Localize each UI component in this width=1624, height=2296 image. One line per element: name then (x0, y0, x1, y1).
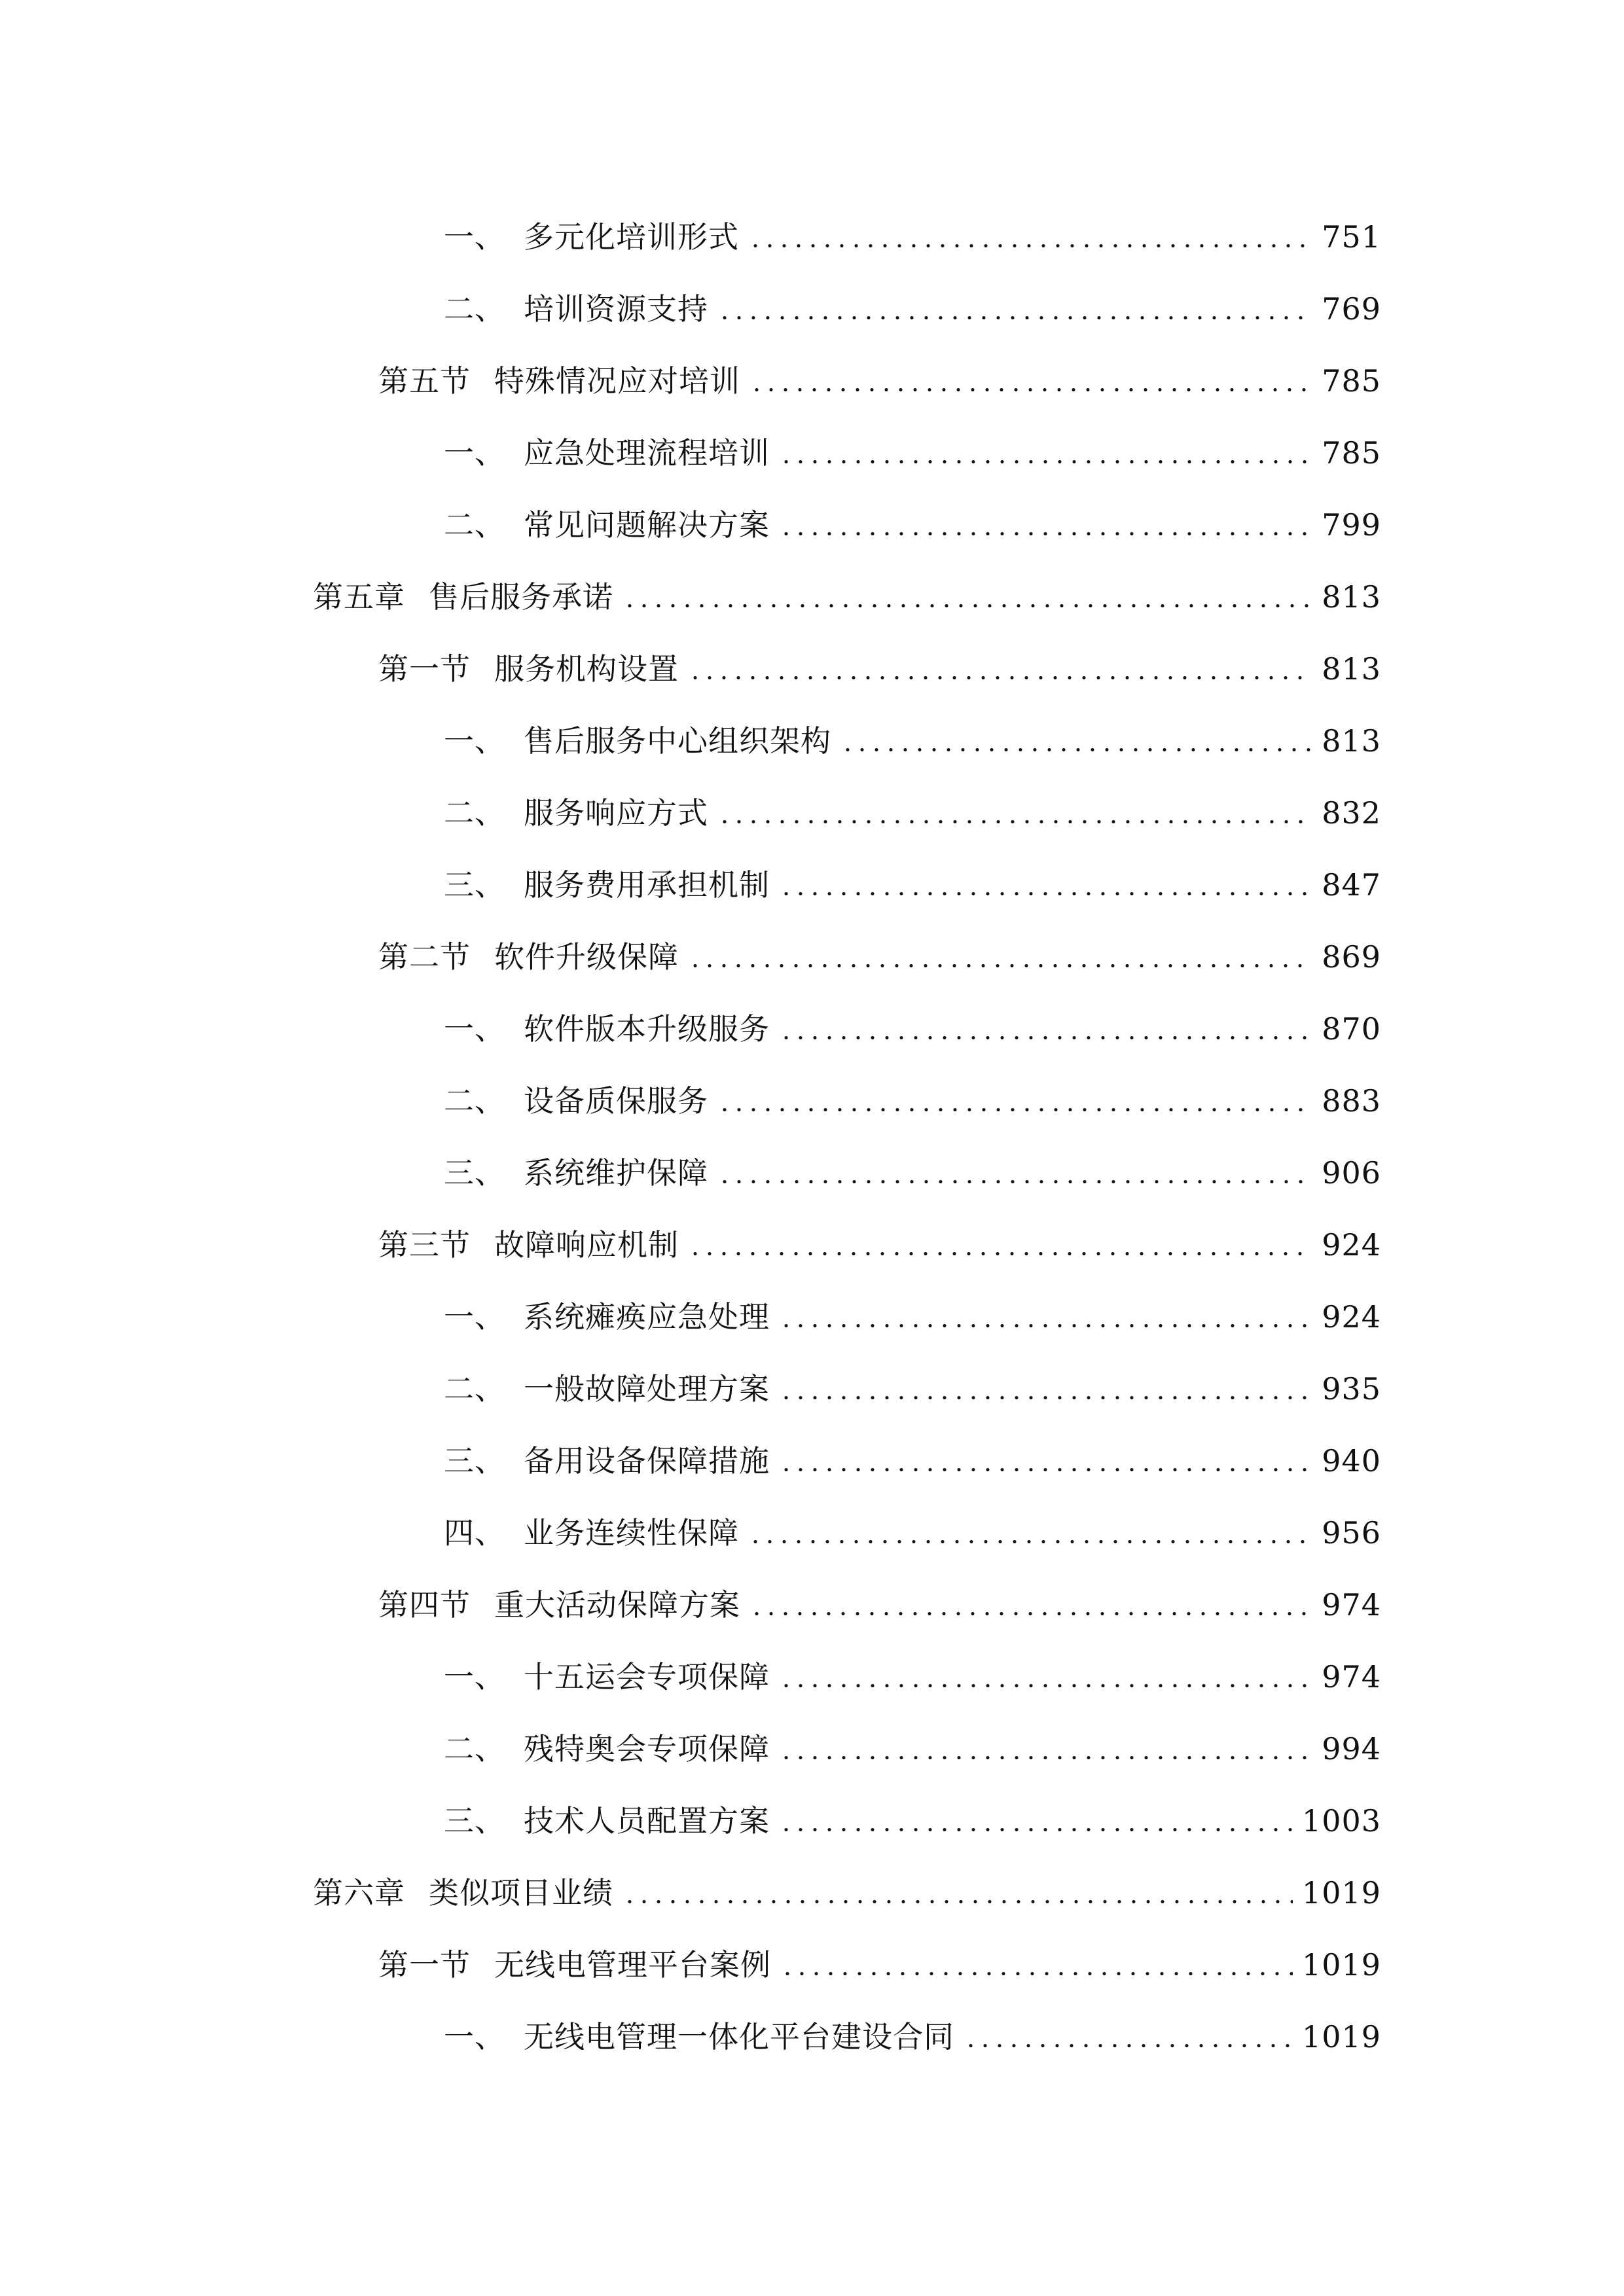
toc-chapter-number: 第五章 (313, 579, 405, 615)
toc-entry-page-number: 1019 (1301, 2019, 1381, 2054)
toc-entry-page-number: 751 (1322, 219, 1381, 255)
toc-entry-system-failure-emergency[interactable] (313, 1281, 1381, 1353)
dot-leader (623, 577, 1312, 617)
toc-entry-business-continuity[interactable] (313, 1497, 1381, 1569)
toc-entry-version-upgrade[interactable] (313, 993, 1381, 1065)
toc-entry-title: 一般故障处理方案 (524, 1371, 770, 1407)
toc-entry-number: 二、 (444, 1371, 505, 1407)
dot-leader (748, 1513, 1312, 1552)
toc-entry-page-number: 832 (1322, 795, 1381, 831)
toc-entry-equipment-warranty[interactable] (313, 1065, 1381, 1137)
toc-entry-page-number: 847 (1322, 867, 1381, 903)
toc-entry-page-number: 974 (1322, 1659, 1381, 1695)
toc-section-major-event-support[interactable] (313, 1569, 1381, 1641)
toc-section-number: 第三节 (378, 1227, 471, 1263)
toc-entry-staffing-plan[interactable] (313, 1785, 1381, 1857)
toc-section-number: 第一节 (378, 1947, 471, 1982)
toc-entry-page-number: 906 (1322, 1155, 1381, 1191)
toc-entry-training-resources[interactable] (313, 273, 1381, 345)
toc-entry-title: 设备质保服务 (524, 1083, 708, 1119)
toc-entry-page-number: 813 (1322, 579, 1381, 615)
table-of-contents (313, 201, 1381, 2073)
toc-entry-service-center-structure[interactable] (313, 705, 1381, 777)
toc-entry-number: 二、 (444, 795, 505, 831)
toc-entry-page-number: 1003 (1301, 1803, 1381, 1839)
toc-entry-page-number: 994 (1322, 1731, 1381, 1767)
toc-entry-title: 无线电管理平台案例 (494, 1947, 771, 1982)
toc-entry-page-number: 974 (1322, 1587, 1381, 1623)
toc-chapter-number: 第六章 (313, 1875, 405, 1910)
dot-leader (688, 1225, 1312, 1265)
toc-entry-page-number: 785 (1322, 435, 1381, 471)
toc-entry-title: 十五运会专项保障 (524, 1659, 770, 1695)
toc-entry-number: 一、 (444, 2019, 505, 2054)
toc-entry-title: 服务机构设置 (494, 651, 679, 687)
dot-leader (779, 1657, 1312, 1696)
toc-entry-title: 应急处理流程培训 (524, 435, 770, 471)
toc-entry-service-response[interactable] (313, 777, 1381, 849)
dot-leader (780, 1945, 1293, 1984)
toc-entry-page-number: 940 (1322, 1443, 1381, 1479)
toc-entry-title: 系统维护保障 (524, 1155, 708, 1191)
toc-entry-title: 多元化培训形式 (524, 219, 739, 255)
toc-section-software-upgrade[interactable] (313, 921, 1381, 993)
toc-entry-number: 一、 (444, 1659, 505, 1695)
toc-entry-title: 系统瘫痪应急处理 (524, 1299, 770, 1335)
dot-leader (779, 433, 1312, 473)
toc-section-special-situation-training[interactable] (313, 345, 1381, 417)
toc-entry-title: 技术人员配置方案 (524, 1803, 770, 1839)
dot-leader (717, 1081, 1312, 1121)
toc-entry-page-number: 799 (1322, 507, 1381, 543)
dot-leader (749, 1585, 1312, 1624)
toc-section-fault-response[interactable] (313, 1209, 1381, 1281)
toc-entry-title: 无线电管理一体化平台建设合同 (524, 2019, 954, 2054)
toc-entry-title: 服务费用承担机制 (524, 867, 770, 903)
toc-entry-number: 三、 (444, 1155, 505, 1191)
toc-entry-number: 二、 (444, 1731, 505, 1767)
toc-entry-page-number: 924 (1322, 1299, 1381, 1335)
toc-section-service-organization[interactable] (313, 633, 1381, 705)
toc-section-number: 第五节 (378, 363, 471, 399)
toc-entry-number: 二、 (444, 507, 505, 543)
toc-entry-service-cost[interactable] (313, 849, 1381, 921)
toc-entry-title: 残特奥会专项保障 (524, 1731, 770, 1767)
toc-entry-page-number: 1019 (1301, 1875, 1381, 1910)
toc-entry-page-number: 883 (1322, 1083, 1381, 1119)
toc-entry-general-fault-handling[interactable] (313, 1353, 1381, 1425)
dot-leader (749, 361, 1312, 401)
toc-entry-page-number: 924 (1322, 1227, 1381, 1263)
toc-entry-number: 一、 (444, 435, 505, 471)
toc-entry-number: 一、 (444, 219, 505, 255)
toc-chapter-similar-projects[interactable] (313, 1857, 1381, 1929)
dot-leader (779, 1729, 1312, 1768)
dot-leader (779, 1369, 1312, 1408)
toc-entry-number: 四、 (444, 1515, 505, 1551)
toc-entry-title: 售后服务中心组织架构 (524, 723, 831, 759)
toc-section-number: 第二节 (378, 939, 471, 975)
toc-entry-title: 常见问题解决方案 (524, 507, 770, 543)
toc-entry-page-number: 870 (1322, 1011, 1381, 1047)
dot-leader (779, 865, 1312, 905)
toc-entry-page-number: 1019 (1301, 1947, 1381, 1982)
toc-entry-title: 培训资源支持 (524, 291, 708, 327)
toc-entry-training-formats[interactable] (313, 201, 1381, 273)
dot-leader (779, 1297, 1312, 1336)
toc-entry-page-number: 935 (1322, 1371, 1381, 1407)
dot-leader (748, 217, 1312, 257)
dot-leader (688, 937, 1312, 977)
dot-leader (717, 1153, 1312, 1193)
dot-leader (779, 505, 1312, 545)
dot-leader (840, 721, 1312, 761)
dot-leader (779, 1009, 1312, 1049)
dot-leader (779, 1441, 1312, 1480)
dot-leader (623, 1873, 1293, 1912)
toc-entry-page-number: 813 (1322, 651, 1381, 687)
toc-entry-page-number: 813 (1322, 723, 1381, 759)
toc-entry-number: 二、 (444, 291, 505, 327)
dot-leader (964, 2017, 1293, 2056)
toc-entry-title: 售后服务承诺 (429, 579, 613, 615)
toc-chapter-after-sales[interactable] (313, 561, 1381, 633)
toc-entry-title: 软件升级保障 (494, 939, 679, 975)
toc-section-radio-platform-cases[interactable] (313, 1929, 1381, 2001)
toc-entry-platform-contract[interactable] (313, 2001, 1381, 2073)
toc-entry-number: 三、 (444, 867, 505, 903)
toc-entry-system-maintenance[interactable] (313, 1137, 1381, 1209)
toc-entry-title: 类似项目业绩 (429, 1875, 613, 1910)
toc-entry-title: 服务响应方式 (524, 795, 708, 831)
toc-section-number: 第一节 (378, 651, 471, 687)
toc-entry-number: 二、 (444, 1083, 505, 1119)
toc-entry-backup-equipment[interactable] (313, 1425, 1381, 1497)
toc-entry-page-number: 785 (1322, 363, 1381, 399)
toc-entry-page-number: 869 (1322, 939, 1381, 975)
toc-entry-national-games-support[interactable] (313, 1641, 1381, 1713)
dot-leader (717, 289, 1312, 329)
dot-leader (688, 649, 1312, 689)
toc-entry-title: 备用设备保障措施 (524, 1443, 770, 1479)
dot-leader (717, 793, 1312, 833)
toc-section-number: 第四节 (378, 1587, 471, 1623)
toc-entry-page-number: 956 (1322, 1515, 1381, 1551)
toc-entry-title: 特殊情况应对培训 (494, 363, 740, 399)
toc-entry-number: 三、 (444, 1803, 505, 1839)
dot-leader (779, 1801, 1293, 1840)
toc-entry-title: 业务连续性保障 (524, 1515, 739, 1551)
toc-entry-emergency-process-training[interactable] (313, 417, 1381, 489)
toc-entry-paralympic-games-support[interactable] (313, 1713, 1381, 1785)
toc-entry-title: 软件版本升级服务 (524, 1011, 770, 1047)
toc-entry-title: 故障响应机制 (494, 1227, 679, 1263)
toc-entry-number: 一、 (444, 1299, 505, 1335)
toc-entry-page-number: 769 (1322, 291, 1381, 327)
toc-entry-title: 重大活动保障方案 (494, 1587, 740, 1623)
toc-entry-number: 三、 (444, 1443, 505, 1479)
toc-entry-number: 一、 (444, 1011, 505, 1047)
toc-entry-number: 一、 (444, 723, 505, 759)
toc-entry-common-problem-solutions[interactable] (313, 489, 1381, 561)
